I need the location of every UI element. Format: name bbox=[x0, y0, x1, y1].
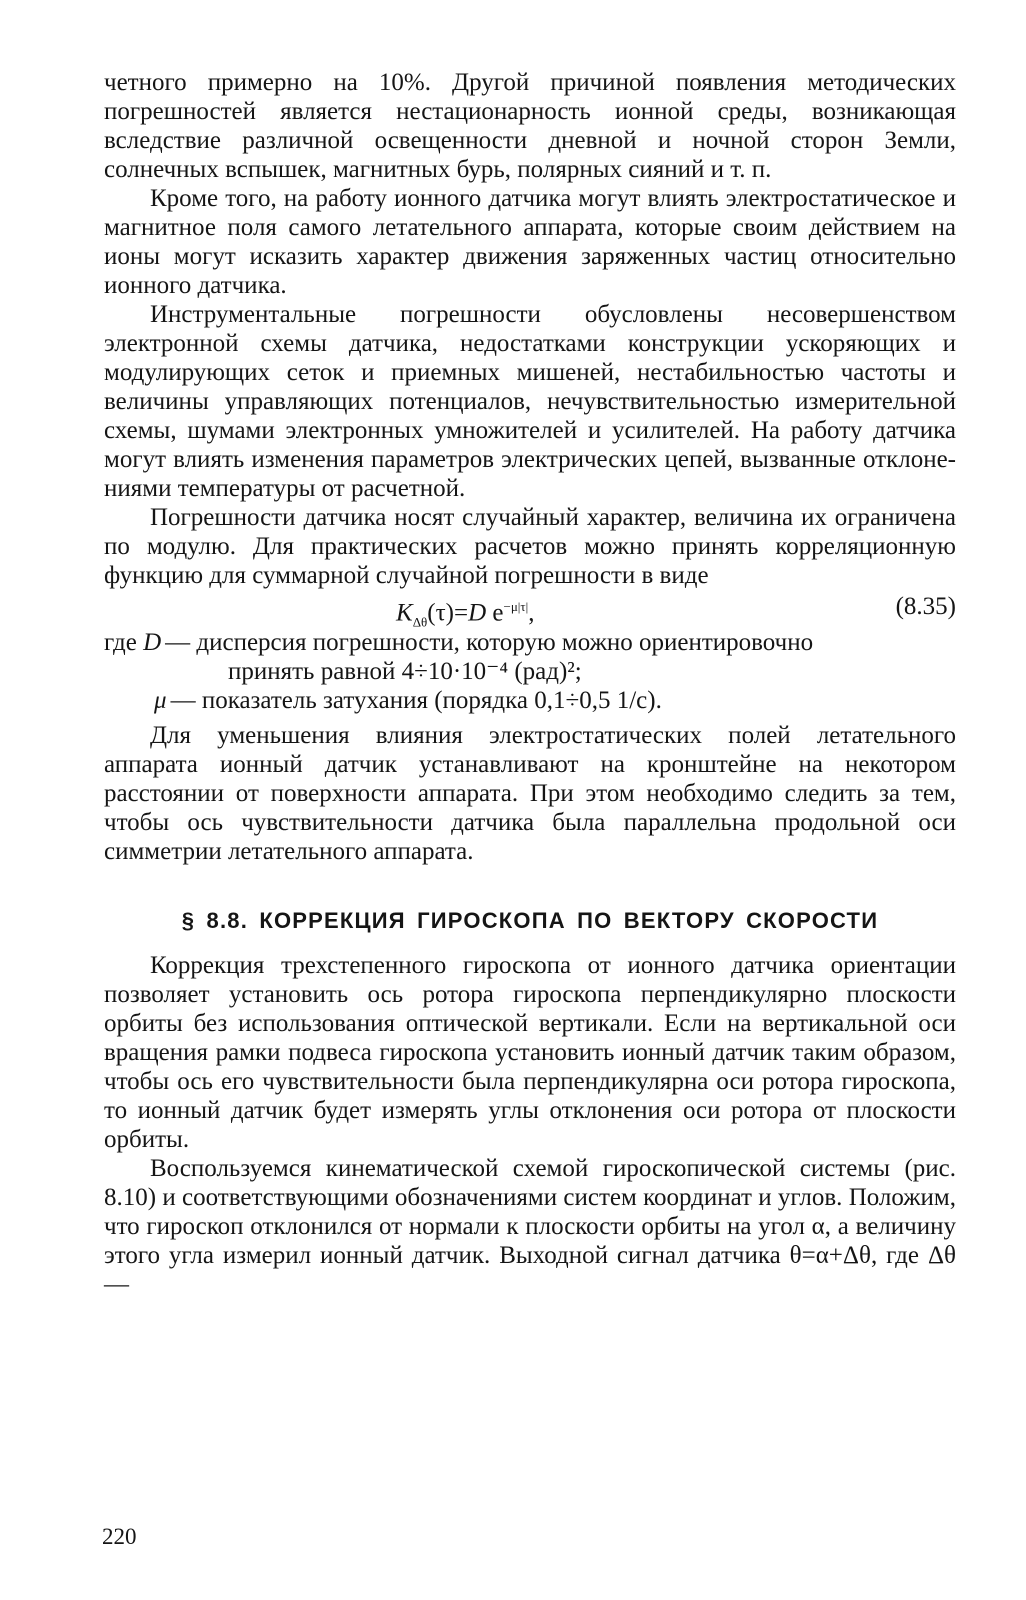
section-heading: § 8.8. КОРРЕКЦИЯ ГИРОСКОПА ПО ВЕКТОРУ СКОРОСТИ bbox=[181, 908, 879, 933]
page-number: 220 bbox=[102, 1524, 137, 1549]
where-d-continuation: принять равной 4÷10·10⁻⁴ (рад)²; bbox=[228, 658, 582, 685]
paragraph-methodical-errors: четного примерно на 10%. Другой причиной появления методических погрешностей является нестационарность ионной среды, возникающая вследствие различной освещенности дневной и ночной сторон Земли, солнечных вспышек, магнитных бурь, полярных сияний и т. п. bbox=[104, 69, 956, 183]
paragraph-gyro-correction: Коррекция трехстепенного гироскопа от ионного датчика ориентации позволяет установить ось ротора гироскопа перпендикулярно плоскости орбиты без использования оптической вертикали. Если на вертикальной оси вращения рамки подвеса гироскопа установить ионный датчик таким образом, чтобы ось его чувствительности была перпендикулярна оси ротора гироскопа, то ионный датчик будет измерять углы отклонения оси ротора от плоскости орбиты. bbox=[104, 952, 956, 1153]
paragraph-instrumental-errors: Инструментальные погрешности обусловлены несовершенством электронной схемы датчика, недостатками конструкции ускоряющих и модулирующих сеток и приемных мишеней, нестабильностью частоты и величины управляющих потенциалов, нечувствительностью измерительной схемы, шумами электронных умножителей и усилителей. На работу датчика могут влиять изменения параметров электрических цепей, вызванные отклонениями температуры от расчетной. bbox=[104, 301, 956, 502]
paragraph-bracket-mounting: Для уменьшения влияния электростатических полей летательного аппарата ионный датчик устанавливают на кронштейне на некотором расстоянии от поверхности аппарата. При этом необходимо следить за тем, чтобы ось чувствительности датчика была параллельна продольной оси симметрии летательного аппарата. bbox=[104, 722, 956, 865]
where-mu-definition: μ — показатель затухания (порядка 0,1÷0,5 1/с). bbox=[154, 687, 662, 714]
correlation-formula: $K_{\Delta\theta}(\tau)=D$ $e^{-\mu|\tau|}$, bbox=[396, 599, 535, 630]
paragraph-electrostatic-fields: Кроме того, на работу ионного датчика могут влиять электростатическое и магнитное поля самого летательного аппарата, которые своим действием на ионы могут исказить характер движения заряженных частиц относительно ионного датчика. bbox=[104, 185, 956, 299]
equation-number: (8.35) bbox=[895, 593, 956, 620]
main-text bbox=[104, 68, 956, 1299]
paragraph-random-errors: Погрешности датчика носят случайный характер, величина их ограничена по модулю. Для практических расчетов можно принять корреляционную функцию для суммарной случайной погрешности в виде bbox=[104, 504, 956, 589]
paragraph-kinematic-scheme: Воспользуемся кинематической схемой гироскопической системы (рис. 8.10) и соответствующими обозначениями систем координат и углов. Положим, что гироскоп отклонился от нормали к плоскости орбиты на угол α, а величину этого угла измерил ионный датчик. Выходной сигнал датчика θ=α+Δθ, где Δθ — bbox=[104, 1155, 956, 1298]
equation-8-35 bbox=[104, 592, 956, 630]
where-d-definition: где D — дисперсия погрешности, которую можно ориентировочно bbox=[104, 629, 814, 656]
